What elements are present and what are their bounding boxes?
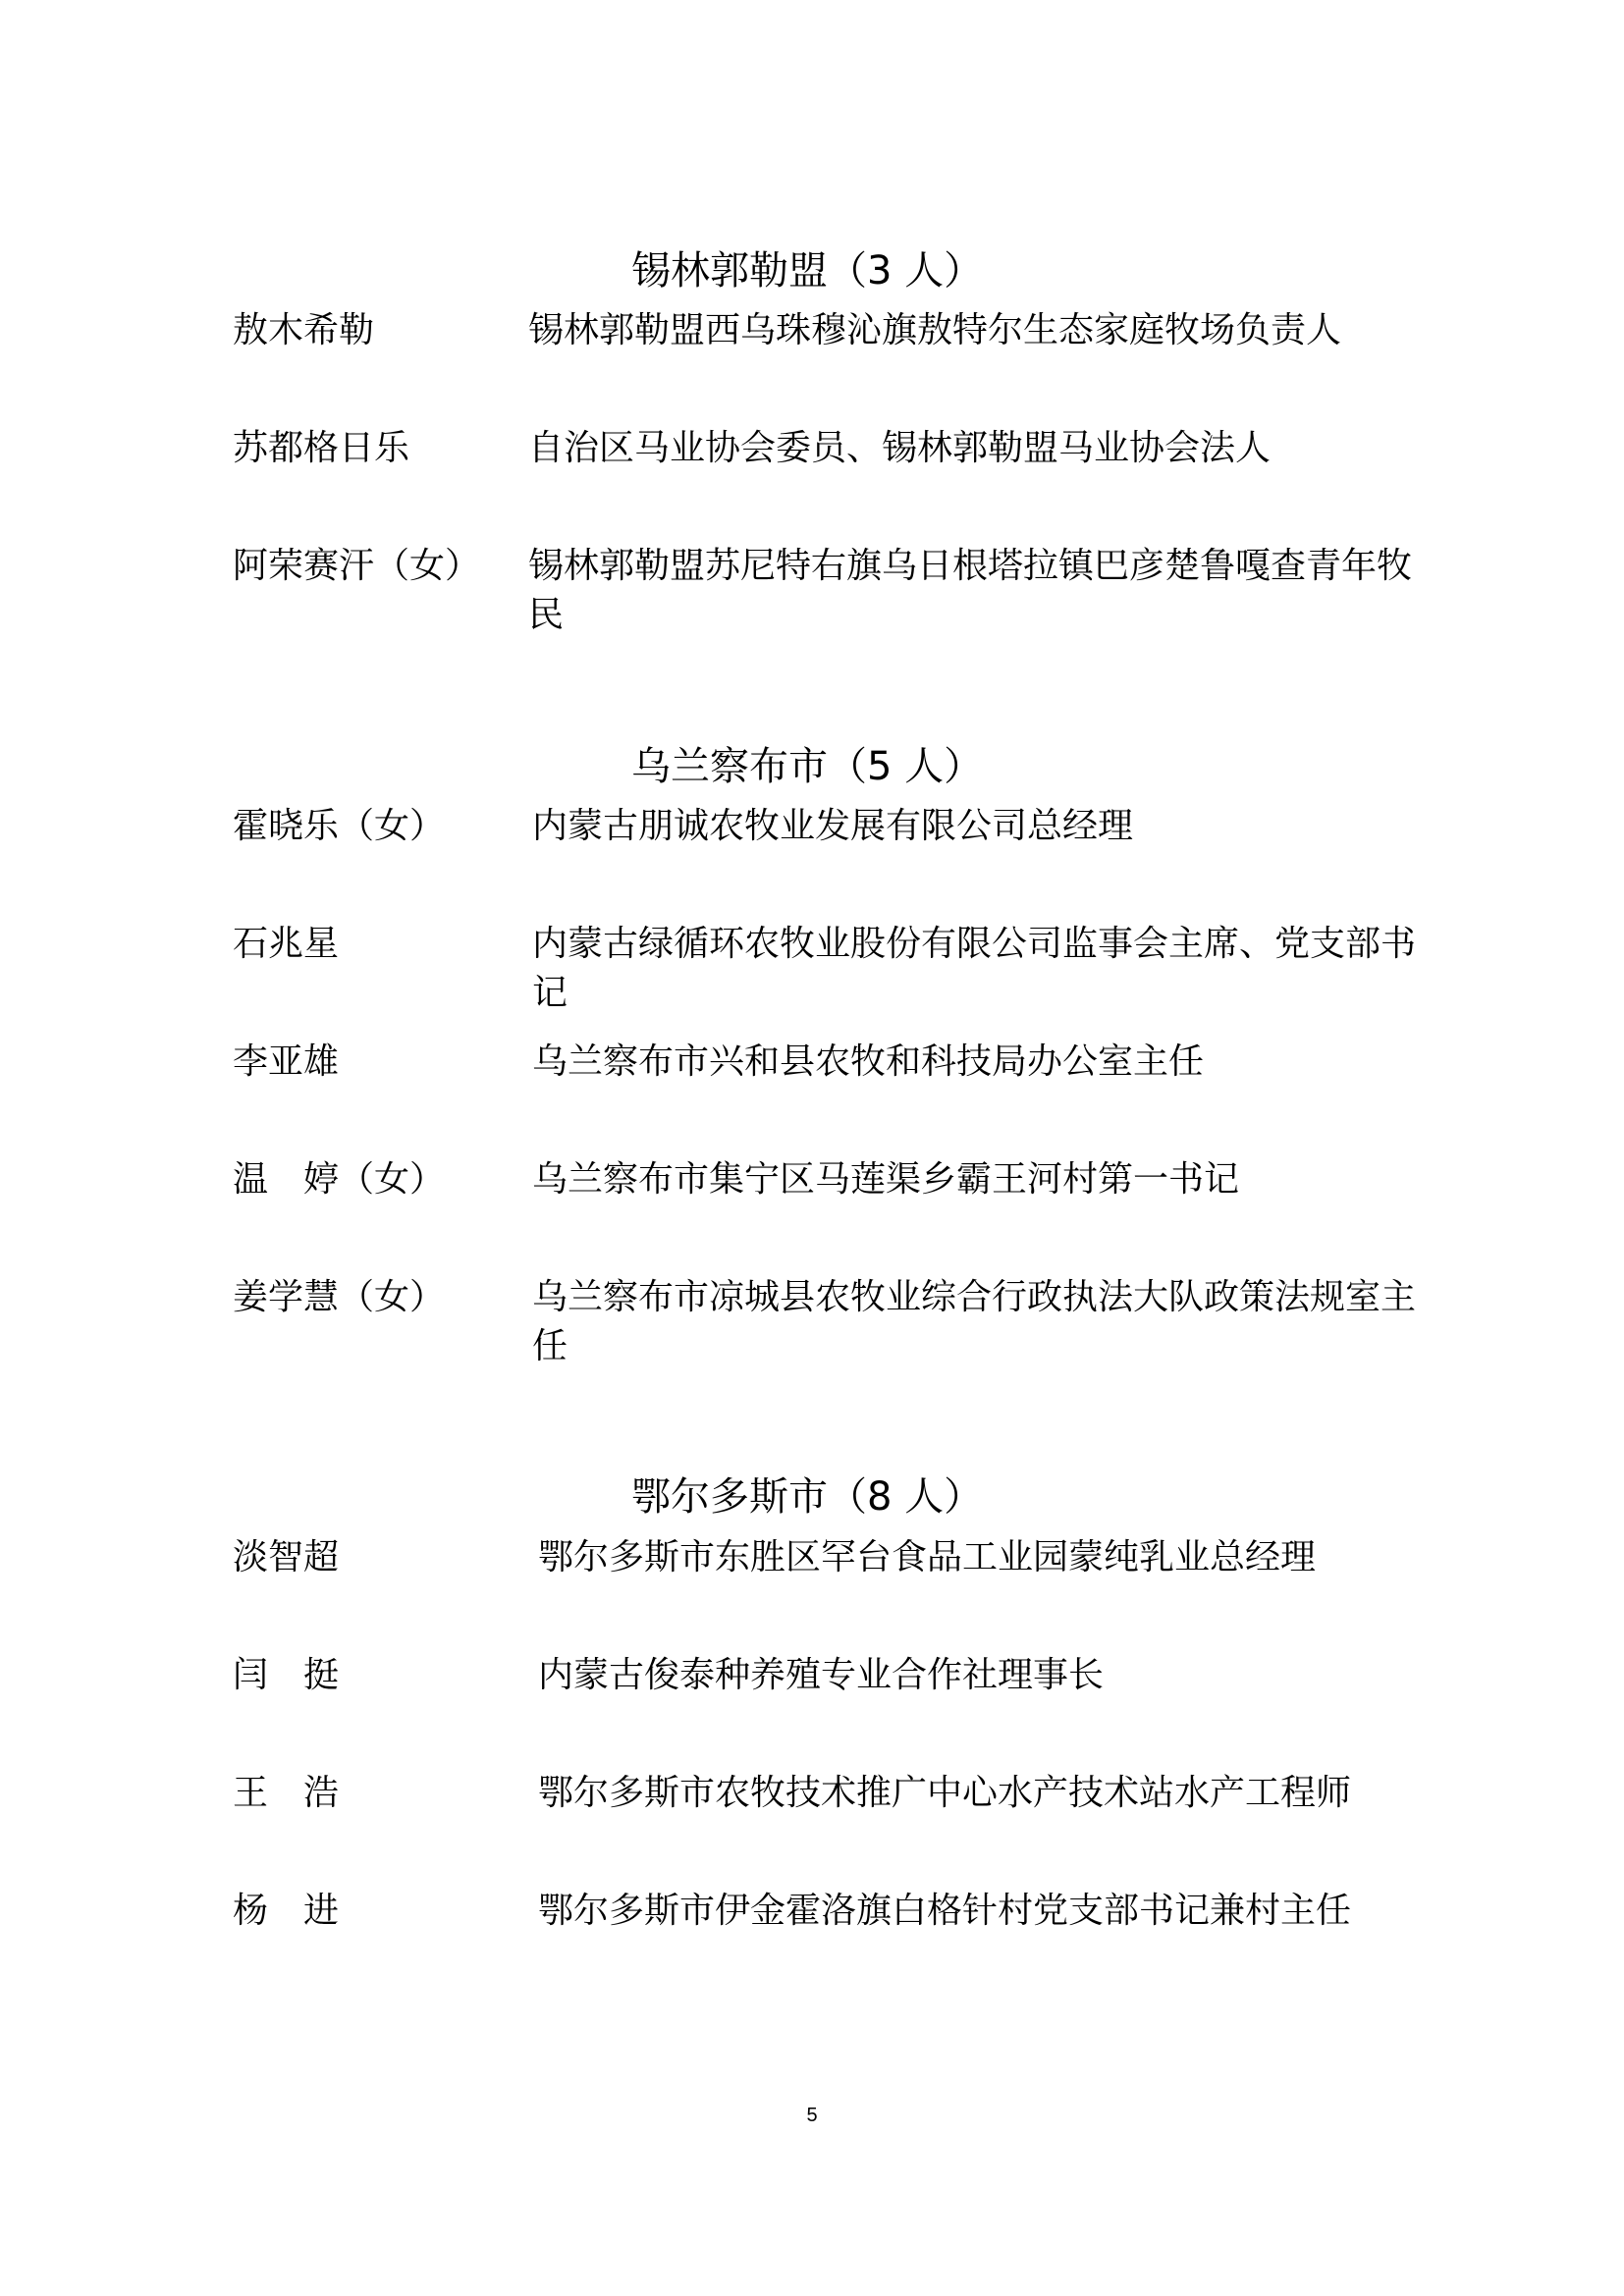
entry-name: 王 浩 — [233, 1773, 340, 1813]
entry-description: 内蒙古绿循环农牧业股份有限公司监事会主席、党支部书记 — [532, 924, 1417, 1013]
entry-description: 乌兰察布市兴和县农牧和科技局办公室主任 — [532, 1041, 1205, 1082]
entry-description: 内蒙古朋诚农牧业发展有限公司总经理 — [532, 806, 1134, 846]
entry-name: 霍晓乐（女） — [233, 806, 446, 846]
entry-name: 苏都格日乐 — [233, 428, 410, 468]
entry-name: 石兆星 — [233, 924, 340, 964]
entry-description: 鄂尔多斯市伊金霍洛旗白格针村党支部书记兼村主任 — [538, 1891, 1352, 1931]
entry-description: 鄂尔多斯市农牧技术推广中心水产技术站水产工程师 — [538, 1773, 1352, 1813]
entry-name: 淡智超 — [233, 1537, 340, 1577]
entry-name: 温 婷（女） — [233, 1159, 446, 1200]
entry-description: 锡林郭勒盟西乌珠穆沁旗敖特尔生态家庭牧场负责人 — [528, 310, 1342, 350]
entry-name: 阿荣赛汗（女） — [233, 546, 481, 586]
section-heading-ulanqab: 乌兰察布市（5 人） — [631, 744, 984, 789]
entry-name: 李亚雄 — [233, 1041, 340, 1082]
page-number: 5 — [806, 2105, 818, 2126]
entry-description: 锡林郭勒盟苏尼特右旗乌日根塔拉镇巴彦楚鲁嘎查青年牧民 — [528, 546, 1413, 635]
entry-description: 鄂尔多斯市东胜区罕台食品工业园蒙纯乳业总经理 — [538, 1537, 1317, 1577]
entry-name: 杨 进 — [233, 1891, 340, 1931]
entry-name: 姜学慧（女） — [233, 1277, 446, 1317]
section-heading-ordos: 鄂尔多斯市（8 人） — [631, 1474, 984, 1520]
entry-description: 乌兰察布市凉城县农牧业综合行政执法大队政策法规室主任 — [532, 1277, 1417, 1366]
entry-description: 内蒙古俊泰种养殖专业合作社理事长 — [538, 1655, 1105, 1695]
entry-name: 敖木希勒 — [233, 310, 375, 350]
entry-name: 闫 挺 — [233, 1655, 340, 1695]
entry-description: 自治区马业协会委员、锡林郭勒盟马业协会法人 — [528, 428, 1272, 468]
section-heading-xilingol: 锡林郭勒盟（3 人） — [631, 248, 984, 294]
entry-description: 乌兰察布市集宁区马莲渠乡霸王河村第一书记 — [532, 1159, 1240, 1200]
